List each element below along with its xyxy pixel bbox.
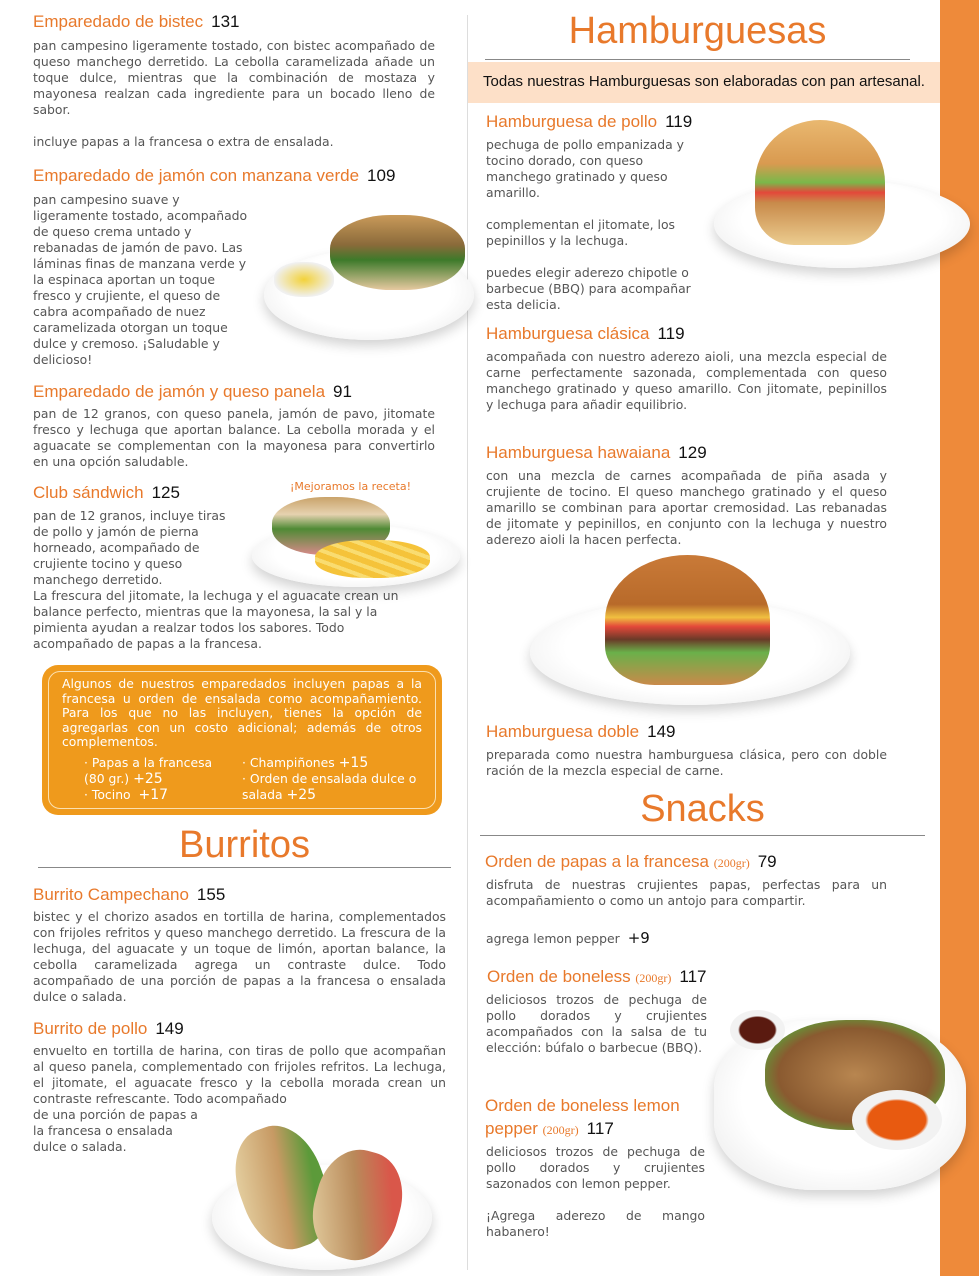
- item-title: Orden de papas a la francesa (200gr) 79: [485, 852, 777, 871]
- section-heading-hamburguesas: Hamburguesas: [568, 10, 827, 52]
- section-heading-snacks: Snacks: [640, 788, 765, 830]
- item-title: Burrito Campechano 155: [33, 885, 226, 904]
- extra-item: · Papas a la francesa (80 gr.) +25: [84, 755, 213, 787]
- item-extra: agrega lemon pepper +9: [486, 929, 650, 947]
- item-title: Emparedado de jamón y queso panela 91: [33, 382, 352, 401]
- item-description: preparada como nuestra hamburguesa clásica, pero con doble ración de la mezcla especial de carne.: [486, 747, 887, 778]
- item-title: Emparedado de jamón con manzana verde 109: [33, 166, 396, 185]
- section-heading-burritos: Burritos: [179, 824, 310, 866]
- item-description: pan campesino ligeramente tostado, con bistec acompañado de queso manchego derretido. La cebolla caramelizada añade un toque dulce, mientras que la combinación de mostaza y mayonesa realzan cada ingrediente para un bocado lleno de sabor. incluye papas a la francesa o extra de ensalada.: [33, 38, 435, 149]
- banner-text: Todas nuestras Hamburguesas son elaboradas con pan artesanal.: [483, 73, 925, 90]
- extras-info-box: [42, 665, 442, 815]
- divider: [38, 867, 451, 868]
- new-recipe-badge: ¡Mejoramos la receta!: [290, 480, 412, 493]
- item-title: Hamburguesa de pollo 119: [486, 112, 693, 131]
- item-description: pan campesino suave y ligeramente tostado, acompañado de queso crema untado y rebanadas de jamón de pavo. Las láminas finas de manzana verde y la espinaca aportan un toque fresco y crujiente, el queso de cabra acompañado de nuez caramelizada otorgan un toque dulce y cremoso. ¡Saludable y delicioso!: [33, 192, 248, 367]
- item-description: La frescura del jitomate, la lechuga y el aguacate crean un balance perfecto, mientras que la mayonesa, la sal y la pimienta ayudan a realzar todos los sabores. Todo acompañado de papas a la francesa.: [33, 588, 399, 651]
- item-title: Hamburguesa clásica 119: [486, 324, 685, 343]
- item-description: pan de 12 granos, incluye tiras de pollo y jamón de pierna horneado, acompañado de crujiente tocino y queso manchego derretido.: [33, 508, 226, 587]
- item-description: de una porción de papas a la francesa o ensalada dulce o salada.: [33, 1107, 198, 1154]
- extra-item: · Champiñones +15: [242, 755, 369, 771]
- item-description: deliciosos trozos de pechuga de pollo dorados y crujientes sazonados con lemon pepper. ¡Agrega aderezo de mango habanero!: [486, 1144, 705, 1239]
- item-title: Orden de boneless lemon pepper (200gr) 117: [485, 1096, 680, 1138]
- item-title: Emparedado de bistec 131: [33, 12, 240, 31]
- item-title: Club sándwich 125: [33, 483, 180, 502]
- divider: [480, 835, 925, 836]
- item-description: acompañada con nuestro aderezo aioli, una mezcla especial de carne perfectamente sazonada, complementada con queso manchego gratinado y queso amarillo. Con jitomate, pepinillos y lechuga para añadir equilibrio.: [486, 349, 887, 412]
- item-description: envuelto en tortilla de harina, con tiras de pollo que acompañan al queso panela, complementado con frijoles refritos. La lechuga, el jitomate, el aguacate fresco y la cebolla morada crean un contraste refrescante. Todo acompañado: [33, 1043, 446, 1106]
- column-divider: [467, 15, 468, 1270]
- item-title: Hamburguesa hawaiana 129: [486, 443, 707, 462]
- item-title: Orden de boneless (200gr) 117: [487, 967, 707, 986]
- item-title: Burrito de pollo 149: [33, 1019, 184, 1038]
- extra-item: · Orden de ensalada dulce o salada +25: [242, 771, 417, 803]
- divider: [485, 59, 910, 60]
- extra-item: · Tocino +17: [84, 787, 169, 803]
- item-description: pan de 12 granos, con queso panela, jamón de pavo, jitomate fresco y lechuga que aportan balance. La cebolla morada y el aguacate se complementan con la mayonesa para convertirlo en una opción saludable.: [33, 406, 435, 469]
- extras-info-text: Algunos de nuestros emparedados incluyen papas a la francesa u orden de ensalada como acompañamiento. Para los que no las incluyen, tienes la opción de agregarlas con un costo adicional; además de otros complementos.: [62, 676, 422, 749]
- item-description: disfruta de nuestras crujientes papas, perfectas para un acompañamiento o como un antojo para compartir.: [486, 877, 887, 908]
- item-description: bistec y el chorizo asados en tortilla de harina, complementados con frijoles refritos y queso manchego derretido. La frescura de la lechuga, del aguacate y un toque de limón, aportan balance, la cebolla caramelizada agrega un contraste dulce. Todo acompañado de una porción de papas a la francesa o ensalada dulce o salada.: [33, 909, 446, 1004]
- item-title: Hamburguesa doble 149: [486, 722, 676, 741]
- item-description: deliciosos trozos de pechuga de pollo dorados y crujientes acompañados con la salsa de tu elección: búfalo o barbecue (BBQ).: [486, 992, 707, 1055]
- item-description: con una mezcla de carnes acompañada de piña asada y crujiente de tocino. El queso manchego gratinado y el queso amarillo se combinan para aportar cremosidad. Las rebanadas de jitomate y pepinillos, en conjunto con la lechuga y nuestro aderezo aioli la hacen perfecta.: [486, 468, 887, 547]
- item-description: pechuga de pollo empanizada y tocino dorado, con queso manchego gratinado y queso amarillo. complementan el jitomate, los pepinillos y la lechuga. puedes elegir aderezo chipotle o barbecue (BBQ) para acompañar esta delicia.: [486, 137, 691, 312]
